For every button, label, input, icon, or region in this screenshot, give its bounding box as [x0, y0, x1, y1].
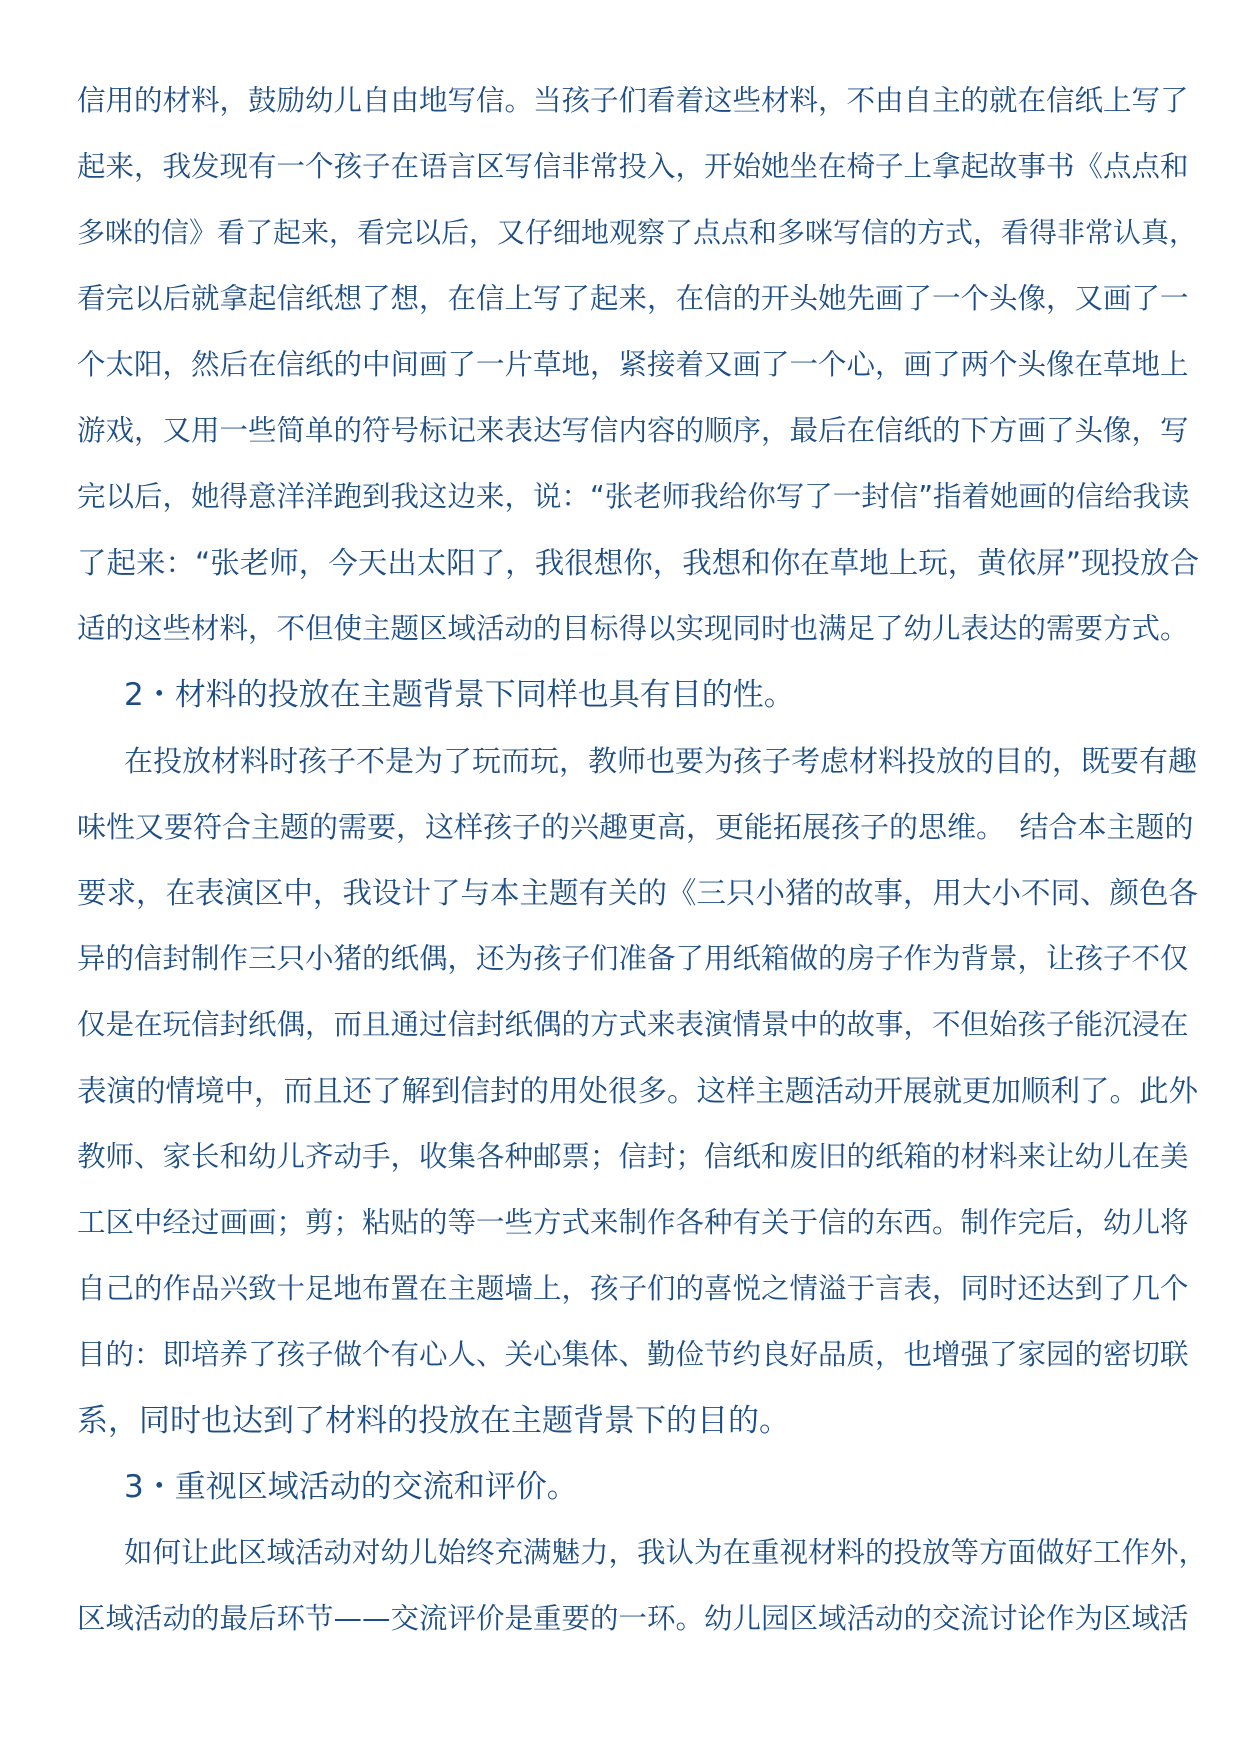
text-line-2: 起来，我发现有一个孩子在语言区写信非常投入，开始她坐在椅子上拿起故事书《点点和 — [77, 150, 1189, 183]
text-line-20: 目的：即培养了孩子做个有心人、关心集体、勤俭节约良好品质，也增强了家园的密切联 — [77, 1338, 1189, 1371]
text-line-11: 在投放材料时孩子不是为了玩而玩，教师也要为孩子考虑材料投放的目的，既要有趣 — [124, 744, 1198, 778]
text-line-9: 适的这些材料，不但使主题区域活动的目标得以实现同时也满足了幼儿表达的需要方式。 — [77, 612, 1189, 645]
text-line-14: 异的信封制作三只小猪的纸偶，还为孩子们准备了用纸箱做的房子作为背景，让孩子不仅 — [77, 942, 1189, 975]
text-line-21: 系，同时也达到了材料的投放在主题背景下的目的。 — [77, 1403, 790, 1439]
text-line-8: 了起来：“张老师，今天出太阳了，我很想你，我想和你在草地上玩，黄依屏”现投放合 — [77, 546, 1200, 580]
text-line-23: 如何让此区域活动对幼儿始终充满魅力，我认为在重视材料的投放等方面做好工作外， — [124, 1536, 1207, 1569]
text-line-5: 个太阳，然后在信纸的中间画了一片草地，紧接着又画了一个心，画了两个头像在草地上 — [77, 348, 1189, 381]
section-heading-2: 2・材料的投放在主题背景下同样也具有目的性。 — [124, 677, 795, 713]
text-line-3: 多咪的信》看了起来，看完以后，又仔细地观察了点点和多咪写信的方式，看得非常认真， — [77, 216, 1198, 249]
text-line-13: 要求，在表演区中，我设计了与本主题有关的《三只小猪的故事，用大小不同、颜色各 — [77, 876, 1199, 910]
text-line-18: 工区中经过画画；剪；粘贴的等一些方式来制作各种有关于信的东西。制作完后，幼儿将 — [77, 1206, 1189, 1239]
text-line-19: 自己的作品兴致十足地布置在主题墙上，孩子们的喜悦之情溢于言表，同时还达到了几个 — [77, 1272, 1189, 1305]
text-line-1: 信用的材料，鼓励幼儿自由地写信。当孩子们看着这些材料，不由自主的就在信纸上写了 — [77, 84, 1189, 117]
text-line-6: 游戏，又用一些简单的符号标记来表达写信内容的顺序，最后在信纸的下方画了头像，写 — [77, 414, 1189, 447]
text-line-15: 仅是在玩信封纸偶，而且通过信封纸偶的方式来表演情景中的故事，不但始孩子能沉浸在 — [77, 1008, 1189, 1041]
text-line-7: 完以后，她得意洋洋跑到我这边来，说：“张老师我给你写了一封信”指着她画的信给我读 — [77, 480, 1190, 513]
text-line-17: 教师、家长和幼儿齐动手，收集各种邮票；信封；信纸和废旧的纸箱的材料来让幼儿在美 — [77, 1140, 1189, 1173]
text-line-24: 区域活动的最后环节——交流评价是重要的一环。幼儿园区域活动的交流讨论作为区域活 — [77, 1602, 1189, 1635]
text-line-4: 看完以后就拿起信纸想了想，在信上写了起来，在信的开头她先画了一个头像，又画了一 — [77, 282, 1189, 315]
section-heading-3: 3・重视区域活动的交流和评价。 — [124, 1469, 578, 1505]
text-line-16: 表演的情境中，而且还了解到信封的用处很多。这样主题活动开展就更加顺利了。此外 — [77, 1074, 1199, 1108]
text-line-12: 味性又要符合主题的需要，这样孩子的兴趣更高，更能拓展孩子的思维。 结合本主题的 — [77, 810, 1194, 844]
